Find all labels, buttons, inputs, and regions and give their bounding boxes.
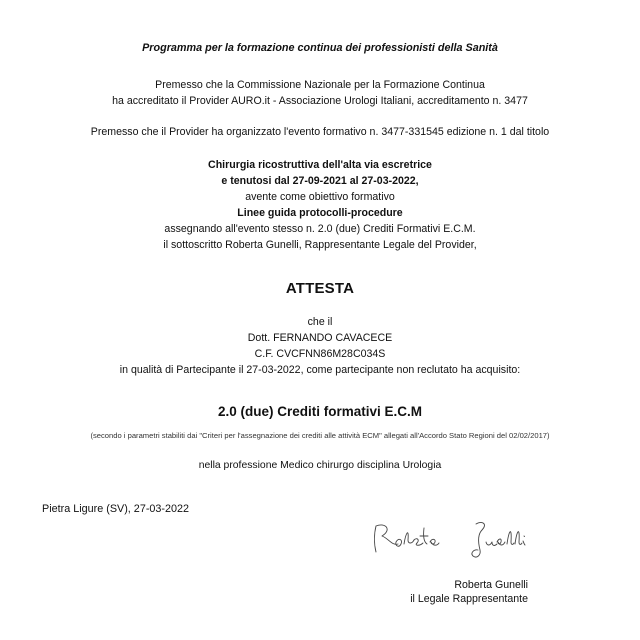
signatory-block — [410, 578, 528, 606]
credits-parameters-note: (secondo i parametri stabiliti dai "Criteri per l'assegnazione dei crediti alle attività ECM" allegati all'Accordo Stato Regioni del 02/02/2017) — [90, 431, 550, 440]
premesso-commissione-line-1: Premesso che la Commissione Nazionale per la Formazione Continua — [155, 79, 485, 91]
premesso-commissione — [0, 77, 640, 109]
participant-tax-code: C.F. CVCFNN86M28C034S — [254, 348, 386, 360]
event-signatory: il sottoscritto Roberta Gunelli, Rappresentante Legale del Provider, — [163, 239, 477, 251]
event-block — [0, 157, 640, 253]
place-date: Pietra Ligure (SV), 27-03-2022 — [42, 503, 190, 515]
participant-intro: che il — [307, 316, 333, 328]
profession-line: nella professione Medico chirurgo disciplina Urologia — [198, 460, 442, 471]
premesso-provider: Premesso che il Provider ha organizzato l'evento formativo n. 3477-331545 edizione n. 1 dal titolo — [90, 126, 550, 138]
credits-title: 2.0 (due) Crediti formativi E.C.M — [217, 404, 423, 419]
premesso-commissione-line-2: ha accreditato il Provider AURO.it - Associazione Urologi Italiani, accreditamento n. 3477 — [112, 95, 528, 107]
participant-block — [0, 314, 640, 378]
program-title: Programma per la formazione continua dei professionisti della Sanità — [142, 42, 498, 54]
event-dates: e tenutosi dal 27-09-2021 al 27-03-2022, — [221, 175, 419, 187]
participant-role: in qualità di Partecipante il 27-03-2022, come partecipante non reclutato ha acquisito: — [119, 364, 521, 376]
event-objective: Linee guida protocolli-procedure — [237, 207, 403, 219]
participant-name: Dott. FERNANDO CAVACECE — [247, 332, 393, 344]
event-title: Chirurgia ricostruttiva dell'alta via escretrice — [208, 159, 432, 171]
handwritten-signature — [366, 514, 536, 562]
attesta-heading: ATTESTA — [285, 280, 355, 297]
signatory-role: il Legale Rappresentante — [410, 593, 528, 605]
event-objective-intro: avente come obiettivo formativo — [245, 191, 395, 203]
event-credits-assigned: assegnando all'evento stesso n. 2.0 (due) Crediti Formativi E.C.M. — [164, 223, 476, 235]
signatory-name: Roberta Gunelli — [454, 579, 528, 591]
